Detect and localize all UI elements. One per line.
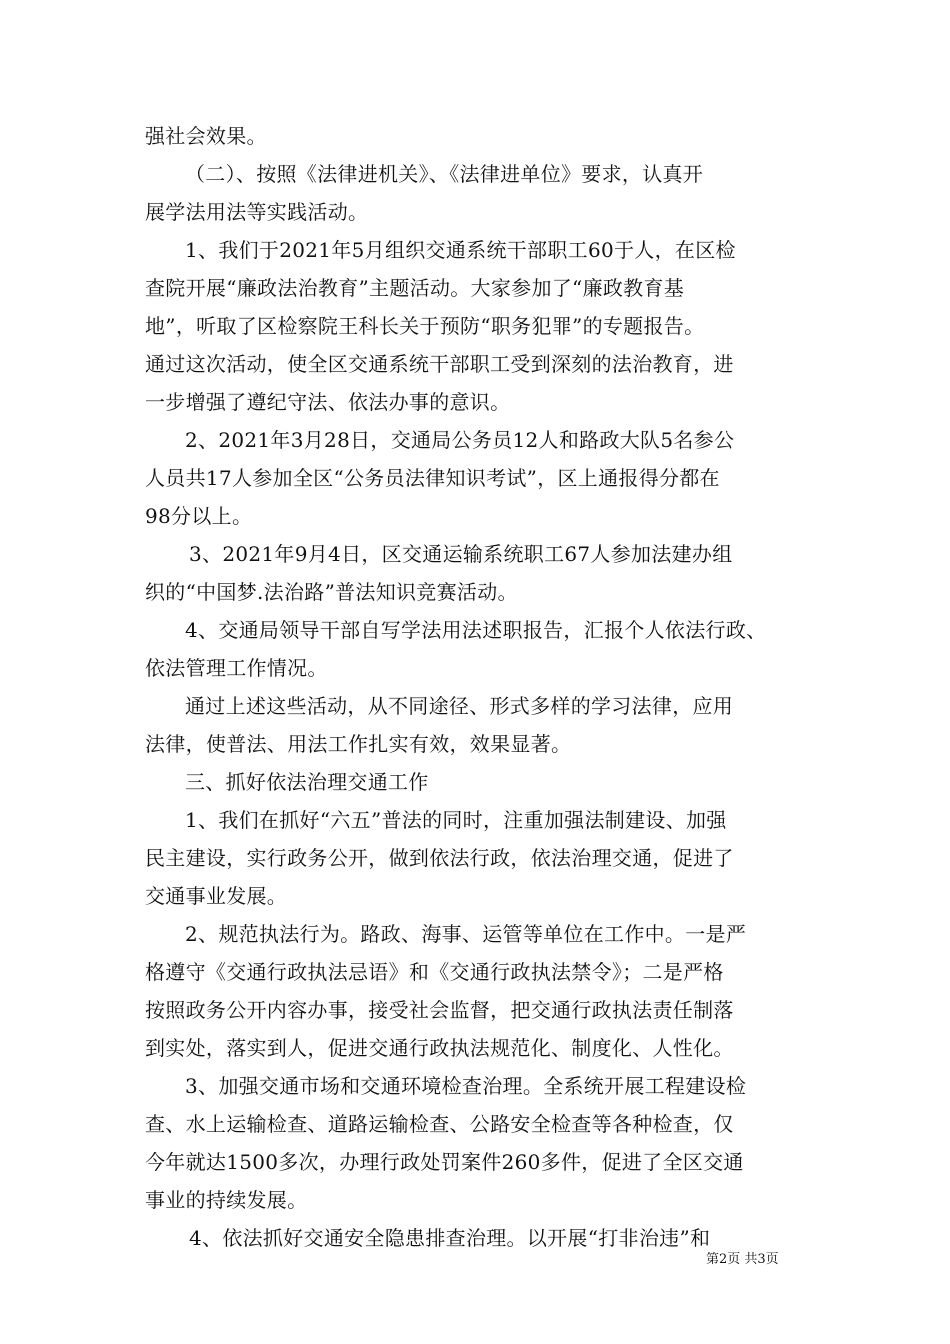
text-line: 1、我们于2021年5月组织交通系统干部职工60于人，在区检	[185, 238, 736, 262]
text-line: 强社会效果。	[145, 124, 267, 148]
text-line: 查院开展“廉政法治教育”主题活动。大家参加了“廉政教育基	[145, 276, 685, 300]
text-line: 4、交通局领导干部自写学法用法述职报告，汇报个人依法行政、	[185, 618, 767, 642]
text-line: 格遵守《交通行政执法忌语》和《交通行政执法禁令》；二是严格	[145, 960, 724, 984]
text-line: 98分以上。	[145, 504, 253, 528]
text-line: 3、2021年9月4日，区交通运输系统职工67人参加法建办组	[189, 542, 733, 566]
text-line: 4、依法抓好交通安全隐患排查治理。以开展“打非治违”和	[189, 1226, 711, 1250]
text-line: 通过上述这些活动，从不同途径、形式多样的学习法律，应用	[185, 694, 734, 718]
text-line: 到实处，落实到人，促进交通行政执法规范化、制度化、人性化。	[145, 1036, 734, 1060]
text-line: 2、2021年3月28日，交通局公务员12人和路政大队5名参公	[185, 428, 735, 452]
text-line: 3、加强交通市场和交通环境检查治理。全系统开展工程建设检	[185, 1074, 747, 1098]
text-line: 交通事业发展。	[145, 884, 288, 908]
text-line: 地”，听取了区检察院王科长关于预防“职务犯罪”的专题报告。	[145, 314, 705, 338]
text-line: 展学法用法等实践活动。	[145, 200, 369, 224]
text-line: 今年就达1500多次，办理行政处罚案件260多件，促进了全区交通	[145, 1150, 744, 1174]
text-line: 查、水上运输检查、道路运输检查、公路安全检查等各种检查，仅	[145, 1112, 734, 1136]
section-heading: 三、抓好依法治理交通工作	[185, 770, 429, 794]
text-line: 法律，使普法、用法工作扎实有效，效果显著。	[145, 732, 572, 756]
text-line: 一步增强了遵纪守法、依法办事的意识。	[145, 390, 511, 414]
text-line: 通过这次活动，使全区交通系统干部职工受到深刻的法治教育，进	[145, 352, 734, 376]
text-line: 事业的持续发展。	[145, 1188, 308, 1212]
text-line: 1、我们在抓好“六五”普法的同时，注重加强法制建设、加强	[185, 808, 727, 832]
section-heading: （二）、按照《法律进机关》、《法律进单位》要求，认真开	[185, 162, 704, 186]
text-line: 人员共17人参加全区“公务员法律知识考试”，区上通报得分都在	[145, 466, 720, 490]
text-line: 依法管理工作情况。	[145, 656, 328, 680]
text-line: 按照政务公开内容办事，接受社会监督，把交通行政执法责任制落	[145, 998, 734, 1022]
text-line: 织的“中国梦.法治路”普法知识竞赛活动。	[145, 580, 518, 604]
text-line: 2、规范执法行为。路政、海事、运管等单位在工作中。一是严	[185, 922, 747, 946]
text-line: 民主建设，实行政务公开，做到依法行政，依法治理交通，促进了	[145, 846, 734, 870]
page-number-footer: 第2页 共3页	[706, 1252, 779, 1267]
